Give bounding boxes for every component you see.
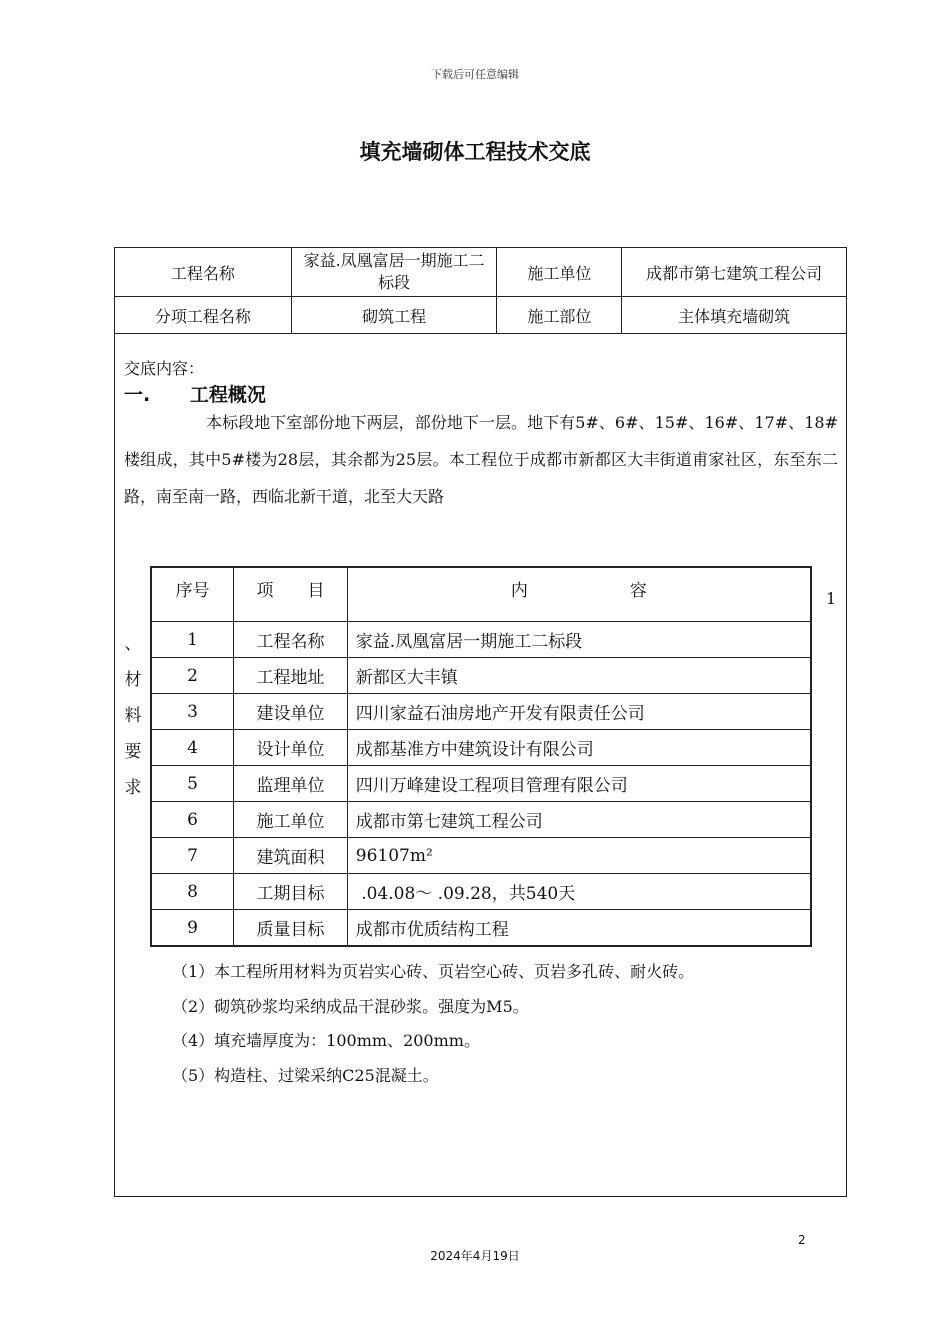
row-content: 96107m² bbox=[347, 838, 811, 874]
table-row bbox=[151, 910, 811, 947]
row-item: 建筑面积 bbox=[234, 838, 348, 874]
side-label-char: 材 bbox=[124, 670, 142, 690]
row-content: 四川万峰建设工程项目管理有限公司 bbox=[347, 766, 811, 802]
overview-paragraph-text: 本标段地下室部份地下两层，部份地下一层。地下有5#、6#、15#、16#、17#、18#楼组成，其中5#楼为28层，其余都为25层。本工程位于成都市新都区大丰街道甫家社区，东至东二路，南至南一路，西临北新干道，北至大天路 bbox=[124, 413, 838, 506]
row-item: 质量目标 bbox=[234, 910, 348, 947]
section-title: 工程概况 bbox=[189, 384, 266, 406]
header-content: 内 容 bbox=[347, 567, 811, 622]
project-name-line2: 标段 bbox=[378, 273, 411, 292]
row-item: 建设单位 bbox=[234, 694, 348, 730]
row-content: 新都区大丰镇 bbox=[347, 658, 811, 694]
document-title: 填充墙砌体工程技术交底 bbox=[359, 140, 591, 164]
header-index: 序号 bbox=[151, 567, 234, 622]
row-item: 设计单位 bbox=[234, 730, 348, 766]
header-item: 项 目 bbox=[234, 567, 348, 622]
row-content: 家益.凤凰富居一期施工二标段 bbox=[347, 622, 811, 658]
side-label-char: 料 bbox=[124, 706, 142, 726]
table-row bbox=[151, 874, 811, 910]
material-item: （5）构造柱、过梁采纳C25混凝土。 bbox=[172, 1066, 439, 1085]
table-row bbox=[151, 838, 811, 874]
row-index: 9 bbox=[151, 910, 234, 947]
footer-date: 2024年4月19日 bbox=[430, 1249, 520, 1263]
row-content: 四川家益石油房地产开发有限责任公司 bbox=[347, 694, 811, 730]
section-heading bbox=[124, 380, 266, 407]
location-label: 施工部位 bbox=[497, 297, 622, 334]
side-label-char: 求 bbox=[124, 778, 142, 798]
page-number: 2 bbox=[798, 1233, 806, 1247]
side-label-char: 要 bbox=[124, 742, 142, 762]
header-note: 下载后可任意编辑 bbox=[431, 68, 519, 81]
overview-table bbox=[150, 566, 812, 947]
material-item: （1）本工程所用材料为页岩实心砖、页岩空心砖、页岩多孔砖、耐火砖。 bbox=[172, 962, 695, 981]
row-content: .04.08～ .09.28，共540天 bbox=[347, 874, 811, 910]
contractor-value: 成都市第七建筑工程公司 bbox=[622, 248, 847, 297]
row-index: 1 bbox=[151, 622, 234, 658]
section-number: 一. bbox=[124, 384, 151, 406]
side-label-char: 、 bbox=[124, 634, 142, 654]
row-item: 监理单位 bbox=[234, 766, 348, 802]
contractor-label: 施工单位 bbox=[497, 248, 622, 297]
overview-header-row bbox=[151, 567, 811, 622]
table-row bbox=[151, 658, 811, 694]
row-content: 成都市第七建筑工程公司 bbox=[347, 802, 811, 838]
table-row bbox=[151, 766, 811, 802]
side-label bbox=[122, 626, 144, 806]
location-value: 主体填充墙砌筑 bbox=[622, 297, 847, 334]
material-item: （2）砌筑砂浆均采纳成品干混砂浆。强度为M5。 bbox=[172, 997, 529, 1016]
overview-paragraph bbox=[124, 404, 838, 515]
subproject-value: 砌筑工程 bbox=[291, 297, 497, 334]
table-row bbox=[151, 622, 811, 658]
row-content: 成都基准方中建筑设计有限公司 bbox=[347, 730, 811, 766]
row-index: 5 bbox=[151, 766, 234, 802]
row-content: 成都市优质结构工程 bbox=[347, 910, 811, 947]
row-index: 3 bbox=[151, 694, 234, 730]
table-row bbox=[151, 730, 811, 766]
row-index: 6 bbox=[151, 802, 234, 838]
project-name-value bbox=[291, 248, 497, 297]
row-item: 工程名称 bbox=[234, 622, 348, 658]
subproject-label: 分项工程名称 bbox=[115, 297, 292, 334]
project-name-label: 工程名称 bbox=[115, 248, 292, 297]
content-label: 交底内容： bbox=[124, 359, 205, 378]
info-table bbox=[114, 247, 847, 334]
table-row bbox=[151, 802, 811, 838]
row-item: 工期目标 bbox=[234, 874, 348, 910]
row-item: 施工单位 bbox=[234, 802, 348, 838]
project-name-line1: 家益.凤凰富居一期施工二 bbox=[303, 251, 485, 270]
table-row bbox=[151, 694, 811, 730]
row-index: 2 bbox=[151, 658, 234, 694]
row-index: 8 bbox=[151, 874, 234, 910]
row-index: 7 bbox=[151, 838, 234, 874]
side-number: 1 bbox=[826, 589, 837, 608]
material-item: （4）填充墙厚度为：100mm、200mm。 bbox=[172, 1031, 480, 1050]
row-index: 4 bbox=[151, 730, 234, 766]
row-item: 工程地址 bbox=[234, 658, 348, 694]
